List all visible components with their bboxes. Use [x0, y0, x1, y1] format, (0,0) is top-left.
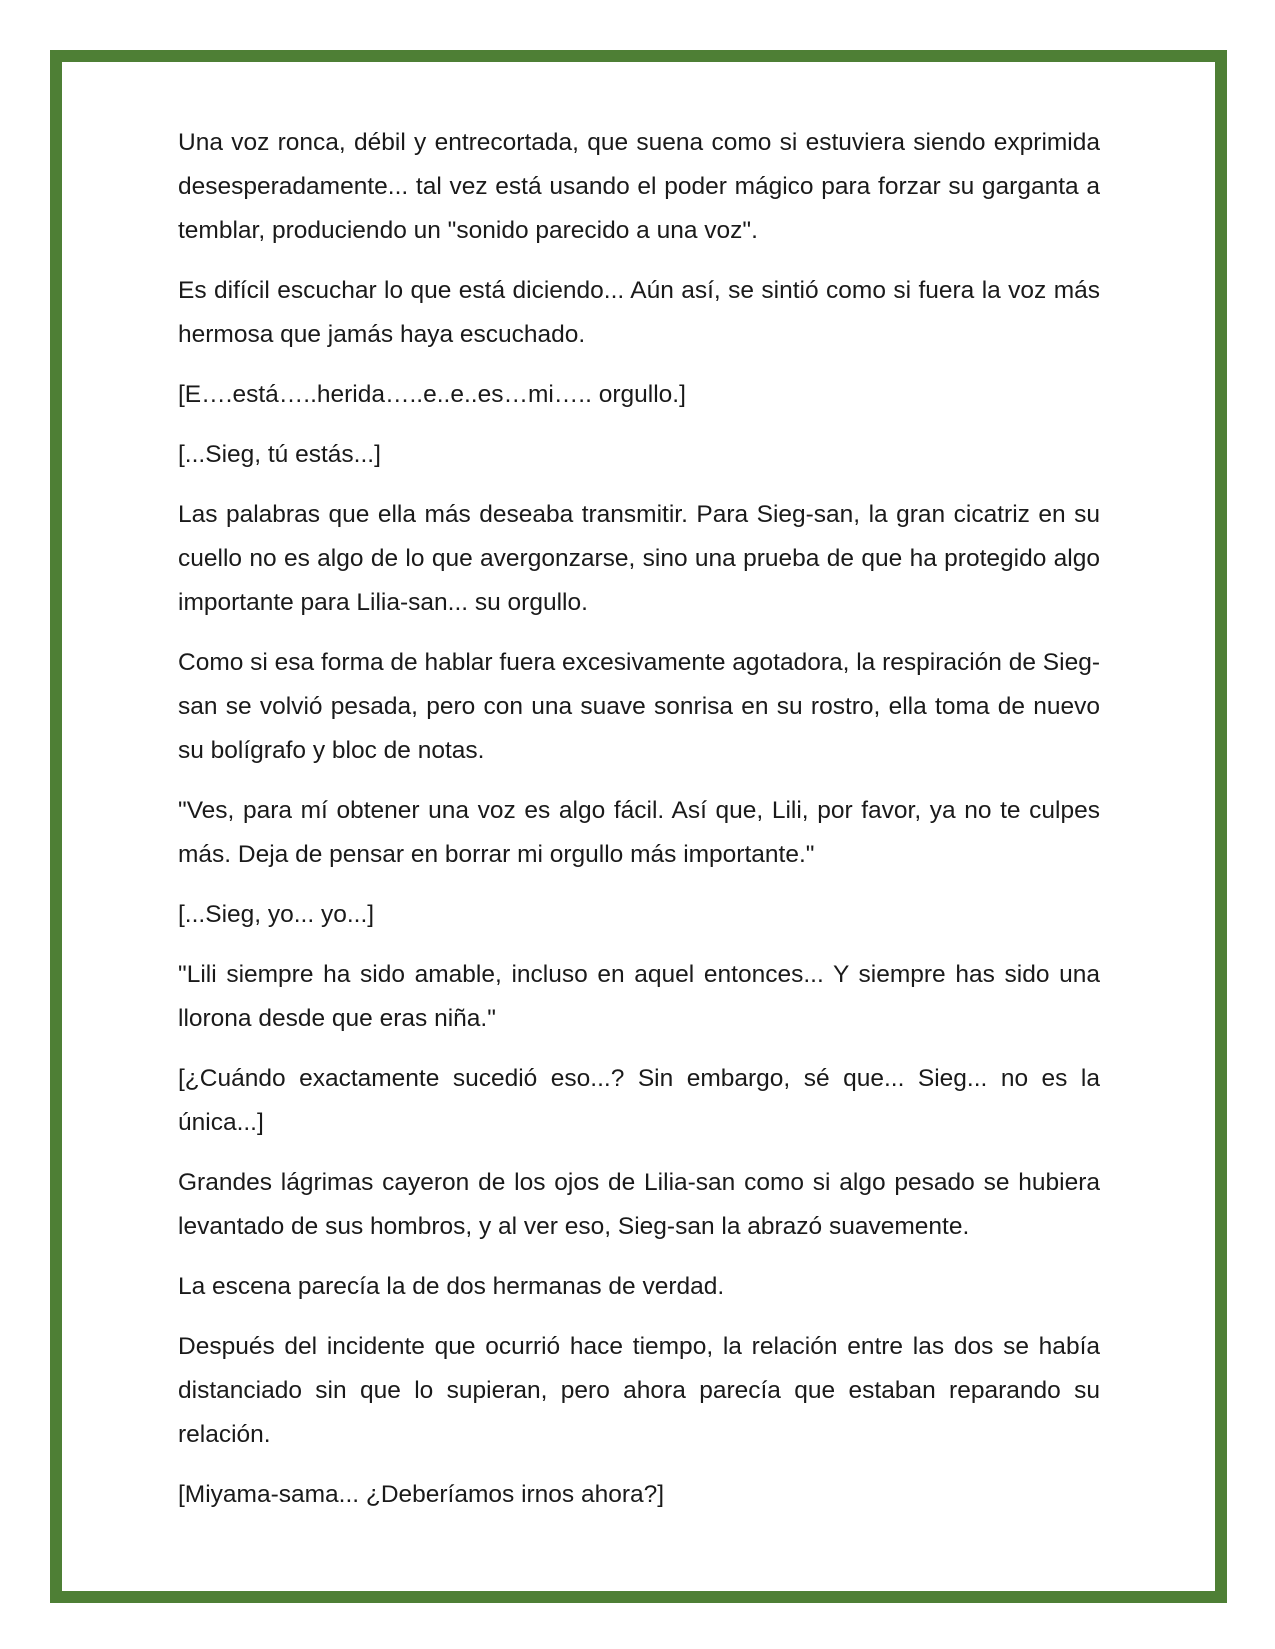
paragraph-6: Como si esa forma de hablar fuera excesivamente agotadora, la respiración de Sieg-san se volvió pesada, pero con una suave sonrisa en su rostro, ella toma de nuevo su bolígrafo y bloc de notas.: [178, 649, 1100, 764]
paragraph-7: "Ves, para mí obtener una voz es algo fácil. Así que, Lili, por favor, ya no te culpes más. Deja de pensar en borrar mi orgullo más importante.": [178, 797, 1100, 868]
paragraph-13: Después del incidente que ocurrió hace tiempo, la relación entre las dos se había distanciado sin que lo supieran, pero ahora parecía que estaban reparando su relación.: [178, 1333, 1100, 1448]
paragraph-10: [¿Cuándo exactamente sucedió eso...? Sin embargo, sé que... Sieg... no es la única...]: [178, 1065, 1100, 1136]
paragraph-4: [...Sieg, tú estás...]: [178, 441, 381, 468]
paragraph-2: Es difícil escuchar lo que está diciendo... Aún así, se sintió como si fuera la voz más hermosa que jamás haya escuchado.: [178, 277, 1100, 348]
paragraph-9: "Lili siempre ha sido amable, incluso en aquel entonces... Y siempre has sido una llorona desde que eras niña.": [178, 961, 1100, 1032]
paragraph-12: La escena parecía la de dos hermanas de verdad.: [178, 1273, 725, 1300]
paragraph-14: [Miyama-sama... ¿Deberíamos irnos ahora?]: [178, 1481, 665, 1508]
paragraph-5: Las palabras que ella más deseaba transmitir. Para Sieg-san, la gran cicatriz en su cuello no es algo de lo que avergonzarse, sino una prueba de que ha protegido algo importante para Lilia-san... su orgullo.: [178, 501, 1100, 616]
document-body: [178, 121, 1100, 1533]
paragraph-11: Grandes lágrimas cayeron de los ojos de Lilia-san como si algo pesado se hubiera levantado de sus hombros, y al ver eso, Sieg-san la abrazó suavemente.: [178, 1169, 1100, 1240]
paragraph-1: Una voz ronca, débil y entrecortada, que suena como si estuviera siendo exprimida desesperadamente... tal vez está usando el poder mágico para forzar su garganta a temblar, produciendo un "sonido parecido a una voz".: [178, 129, 1100, 244]
paragraph-8: [...Sieg, yo... yo...]: [178, 901, 375, 928]
paragraph-3: [E….está…..herida…..e..e..es…mi….. orgullo.]: [178, 381, 686, 408]
